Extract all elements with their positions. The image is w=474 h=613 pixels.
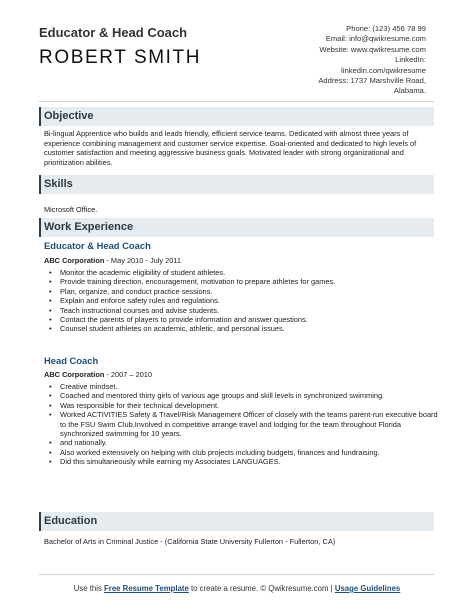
job-1-dates: - May 2010 - July 2011 [104, 256, 182, 265]
job-1-title: Educator & Head Coach [44, 240, 151, 251]
header-divider [39, 101, 434, 102]
objective-text: Bi-lingual Apprentice who builds and leads friendly, efficient service teams. Dedicated with almost three years of experience combining management and customer service expertise. Goal-oriented and dedicated to high levels of customer satisfaction and meeting aggressive business goals. Motivated leader with strong organizational and prioritization abilities. [44, 129, 417, 167]
list-item: • Provide training direction, encouragement, motivation to prepare athletes for games. [60, 277, 442, 286]
website-label: Website: [319, 44, 349, 54]
education-heading-text: Education [44, 515, 98, 527]
footer-divider [39, 574, 434, 575]
linkedin-link[interactable]: linkedin.com/qwikresume [341, 65, 426, 75]
job-2-bullets [44, 382, 442, 467]
contact-block [318, 24, 426, 97]
work-heading [39, 218, 434, 237]
address-line2: Alabama. [393, 86, 426, 96]
list-item: • Plan, organize, and conduct practice sessions. [60, 287, 442, 296]
job-1-bullets [44, 268, 442, 334]
footer [0, 584, 474, 594]
section-accent [39, 107, 41, 126]
job-2-dates: - 2007 – 2010 [104, 370, 153, 379]
section-accent [39, 175, 41, 194]
contact-phone [318, 24, 426, 34]
contact-website [318, 45, 426, 55]
job-1-company-name: ABC Corporation [44, 256, 105, 265]
list-item: • Teach instructional courses and advise students. [60, 306, 442, 315]
section-accent [39, 512, 41, 531]
job-1-company [44, 256, 181, 265]
usage-guidelines-link[interactable]: Usage Guidelines [334, 584, 401, 593]
list-item: • and nationally. [60, 438, 442, 447]
education-heading [39, 512, 434, 531]
phone-label: Phone: [346, 24, 371, 33]
candidate-name: ROBERT SMITH [39, 47, 202, 68]
job-2-company [44, 370, 152, 379]
phone-value: (123) 456 78 99 [372, 24, 426, 33]
email-label: Email: [325, 34, 347, 44]
job-title: Educator & Head Coach [39, 25, 188, 40]
linkedin-label: LinkedIn: [395, 55, 426, 65]
list-item: • Contact the parents of players to provide information and answer questions. [60, 315, 442, 324]
objective-heading [39, 107, 434, 126]
skills-heading [39, 175, 434, 194]
footer-middle: to create a resume. © Qwikresume.com | [188, 584, 335, 593]
section-accent [39, 218, 41, 237]
work-heading-text: Work Experience [44, 221, 134, 233]
job-2-company-name: ABC Corporation [44, 370, 105, 379]
free-resume-template-link[interactable]: Free Resume Template [104, 584, 189, 593]
contact-address [318, 76, 426, 86]
job-2-title: Head Coach [44, 355, 99, 366]
skills-heading-text: Skills [44, 178, 73, 190]
contact-email [318, 34, 426, 44]
list-item: • Worked ACTIVITIES Safety & Travel/Risk Management Officer of closely with the teams parent-run executive board to the FSU Swim Club.Involved in competitive arrange travel and lodging for the team throughout Florida synchronized swimming for 10 years. [60, 410, 442, 438]
education-text: Bachelor of Arts in Criminal Justice - (California State University Fullerton - Fullerton, CA) [44, 537, 336, 546]
website-link[interactable]: www.qwikresume.com [350, 44, 426, 54]
email-link[interactable]: info@qwikresume.com [349, 34, 426, 44]
list-item: • Counsel student athletes on academic, athletic, and personal issues. [60, 324, 442, 333]
list-item: • Was responsible for their technical development. [60, 401, 442, 410]
list-item: • Did this simultaneously while earning my Associates LANGUAGES. [60, 457, 442, 466]
resume-header [0, 0, 474, 100]
skills-text: Microsoft Office. [44, 205, 98, 214]
list-item: • Coached and mentored thirty girls of various age groups and skill levels in synchronized swimming. [60, 391, 442, 400]
address-label: Address: [318, 76, 349, 86]
footer-prefix: Use this [73, 584, 105, 593]
list-item: • Creative mindset. [60, 382, 442, 391]
address-line1: 1737 Marshville Road, [350, 76, 426, 86]
list-item: • Also worked extensively on helping with club projects including budgets, finances and fundraising. [60, 448, 442, 457]
list-item: • Explain and enforce safety rules and regulations. [60, 296, 442, 305]
list-item: • Monitor the academic eligibility of student athletes. [60, 268, 442, 277]
objective-heading-text: Objective [44, 110, 94, 122]
